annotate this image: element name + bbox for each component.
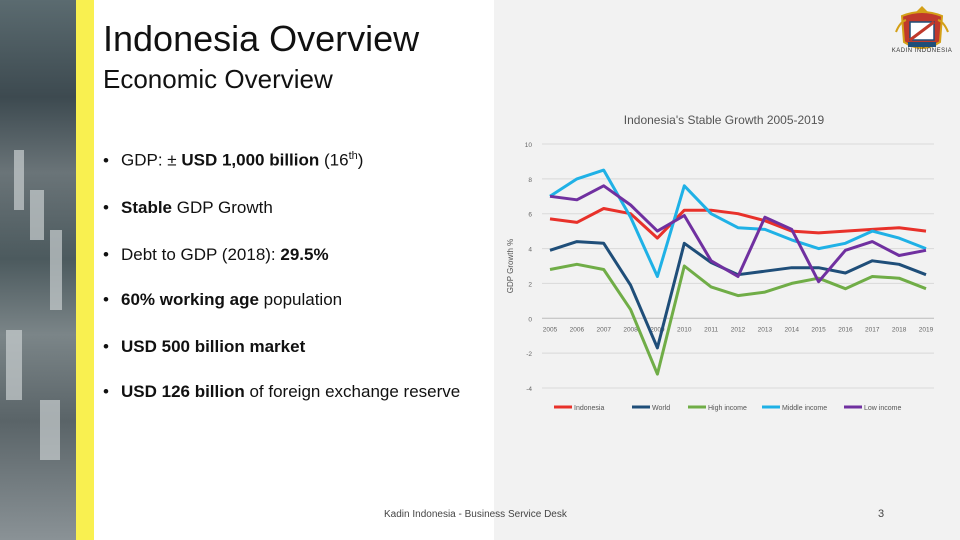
building-shape [14, 150, 24, 210]
chart-title: Indonesia's Stable Growth 2005-2019 [623, 113, 825, 127]
bullet-text-bold: USD 126 billion [121, 382, 245, 401]
series-line [550, 264, 926, 374]
bullet-item [103, 245, 329, 265]
x-tick-label: 2014 [784, 326, 799, 334]
bullet-text-bold: USD 1,000 billion [181, 150, 320, 170]
y-tick-label: 2 [528, 281, 532, 289]
bullet-dot: • [103, 290, 109, 309]
x-tick-label: 2005 [542, 326, 558, 334]
y-tick-label: 6 [528, 211, 532, 219]
x-tick-label: 2009 [650, 326, 665, 334]
x-tick-label: 2011 [704, 326, 719, 334]
bullet-item [103, 150, 363, 171]
accent-bar [76, 0, 94, 540]
bullet-text-sup: th [348, 150, 358, 162]
bullet-dot: • [103, 382, 109, 401]
y-tick-label: 10 [524, 142, 532, 149]
bullet-item [103, 198, 273, 218]
building-shape [50, 230, 62, 310]
page-number: 3 [878, 508, 885, 520]
x-tick-label: 2007 [596, 326, 611, 334]
bullet-text-mid: GDP Growth [172, 198, 273, 217]
building-shape [6, 330, 22, 400]
bullet-text-bold: Stable [121, 198, 173, 217]
bullet-text-post: ) [357, 150, 364, 170]
building-shape [30, 190, 44, 240]
page-subtitle: Economic Overview [103, 64, 333, 94]
x-tick-label: 2012 [730, 326, 746, 334]
y-tick-label: -2 [526, 351, 532, 359]
x-tick-label: 2017 [865, 326, 880, 334]
y-tick-label: 0 [528, 316, 532, 324]
x-tick-label: 2006 [569, 326, 585, 334]
bullet-dot: • [103, 245, 109, 264]
building-shape [40, 400, 60, 460]
x-tick-label: 2008 [623, 326, 638, 334]
y-tick-label: -4 [526, 386, 532, 393]
bullet-text-pre: GDP: ± [121, 150, 182, 170]
y-axis-label: GDP Growth % [506, 238, 515, 294]
bullet-dot: • [103, 337, 109, 356]
legend-label: Middle income [782, 405, 828, 412]
y-tick-label: 4 [528, 246, 532, 254]
bullet-text-bold: 29.5% [280, 245, 329, 264]
x-tick-label: 2015 [811, 326, 826, 334]
legend-label: Indonesia [574, 405, 605, 412]
bullet-item [103, 382, 460, 402]
legend-label: World [652, 405, 671, 412]
bullet-text-bold: 60% working age [121, 290, 259, 309]
legend-label: Low income [864, 405, 902, 412]
x-tick-label: 2016 [838, 326, 853, 334]
bullet-text-pre: Debt to GDP (2018): [121, 245, 281, 264]
footer-text: Kadin Indonesia - Business Service Desk [384, 509, 567, 520]
bullet-text-mid: population [258, 290, 343, 309]
logo-wordmark: KADIN INDONESIA [891, 48, 953, 54]
y-tick-label: 8 [528, 176, 532, 184]
bullet-item [103, 337, 305, 357]
x-tick-label: 2018 [891, 326, 907, 334]
bullet-dot: • [103, 198, 109, 217]
bullet-text-bold: USD 500 billion market [121, 337, 306, 356]
page-title: Indonesia Overview [103, 18, 420, 59]
x-tick-label: 2010 [677, 326, 692, 334]
bullet-item [103, 290, 342, 310]
x-tick-label: 2013 [757, 326, 773, 334]
bullet-dot: • [103, 150, 109, 170]
city-photo [0, 0, 76, 540]
legend-label: High income [708, 405, 747, 412]
bullet-text-mid: (16 [319, 150, 349, 170]
gdp-growth-chart [494, 100, 960, 430]
x-tick-label: 2019 [918, 326, 934, 334]
bullet-text-mid: of foreign exchange reserve [244, 382, 461, 401]
